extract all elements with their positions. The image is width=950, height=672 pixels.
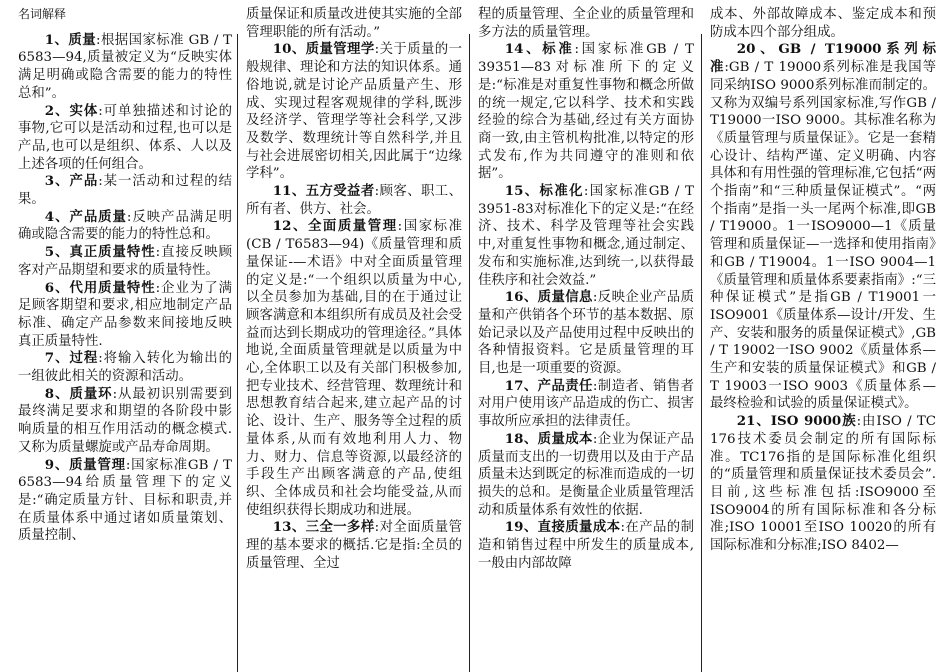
definition-paragraph — [246, 218, 462, 519]
definition-paragraph — [18, 457, 232, 546]
definition-body: :国家标准(CB / T6583—94)《质量管理和质量保证-—术语》中对全面质量管理的定义是:“一个组织以质量为中心,以全员参加为基础,目的在于通过让顾客满意和本组织所有成员及社会受益而达到长期成功的管理途径。”具体地说,全面质量管理就是以质量为中心,全体职工以及有关部门积极参加,把专业技术、经营管理、数理统计和思想教育结合起来,建立起产品的讨论、设计、生产、服务等全过程的质量体系,从而有效地利用人力、物力、财力、信息等资源,以最经济的手段生产出顾客满意的产品,使组织、全体成员和社会均能受益,从而使组织获得长期成功和进展。 — [246, 219, 462, 518]
definition-paragraph — [478, 41, 694, 183]
definition-body: :关于质量的一般规律、理论和方法的知识体系。通俗地说,就是讨论产品质量产生、形成、实现过程客观规律的学科,既涉及经济学、管理学等社会科学,又涉及数学、数理统计等自然科学,并且与社会进展密切相关,因此属于“边缘学科”。 — [246, 42, 462, 182]
definition-body: 成本、外部故障成本、鉴定成本和预防成本四个部分组成。 — [710, 7, 936, 40]
definition-term: 5、真正质量特性 — [44, 244, 156, 261]
definition-term: 21、ISO 9000族 — [736, 413, 857, 430]
definition-paragraph — [478, 289, 694, 378]
definition-body: :国家标准GB / T 6583—94给质量管理下的定义是:“确定质量方针、目标和职责,并在质量体系中通过诸如质量策划、质量控制、 — [18, 457, 232, 544]
definition-paragraph — [246, 519, 462, 572]
definition-body: :反映产品满足明确或隐含需要的能力的特性总和。 — [18, 209, 232, 243]
definition-body: :对全面质量管理的基本要求的概括.它是指:全员的质量管理、全过 — [246, 520, 462, 571]
definition-term: 6、代用质量特性 — [44, 279, 156, 296]
definition-term: 8、质量环 — [44, 385, 113, 402]
definition-paragraph — [478, 378, 694, 431]
definition-body: :可单独描述和讨论的事物,它可以是活动和过程,也可以是产品,也可以是组织、体系、人以及上述各项的任何组合。 — [18, 103, 232, 172]
definition-body: :GB / T 19000系列标准是我国等同采纳ISO 9000系列标准而制定的。又称为双编号系列国家标准,写作GB / T19000一ISO 9000。其标准名称为《质量管理与质量保证》。它是一套精心设计、结构严谨、定义明确、内容具体和有用性强的管理标准,它包括“两个指南”和“三种质量保证模式”。“两个指南”是指一头一尾两个标准,即GB / T19000。1一ISO9000—1《质量管理和质量保证—一选择和使用指南》和GB / T19004。1一ISO 9004—1《质量管理和质量体系要素指南》:“三种保证模式”是指GB / T19001一ISO9001《质量体系—设计/开发、生产、安装和服务的质量保证模式》,GB / T 19002一ISO 9002《质量体系—生产和安装的质量保证模式》和GB / T 19003一ISO 9003《质量体系—最终检验和试验的质量保证模式》。 — [710, 60, 936, 412]
definition-body: :企业为保证产品质量而支出的一切费用以及由于产品质量未达到既定的标准而造成的一切损失的总和。是衡量企业质量管理活动和质量体系有效性的依据. — [478, 431, 694, 518]
definition-paragraph — [478, 6, 694, 41]
section-title: 名词解释 — [18, 7, 67, 21]
definition-paragraph — [18, 386, 232, 457]
definition-paragraph — [478, 519, 694, 572]
definition-term: 3、产品 — [44, 173, 99, 190]
definition-paragraph — [18, 244, 232, 279]
definition-body: :由ISO / TC 176技术委员会制定的所有国际标准。TC176指的是国际标准化组织的“质量管理和质量保证技术委员会”.目前,这些标准包括:ISO9000至ISO9004的所有国际标准和各分标准;ISO 10001至ISO 10020的所有国际标准和分标准;ISO 8402— — [710, 414, 936, 554]
definition-term: 9、质量管理 — [44, 456, 126, 473]
definition-term: 1、质量 — [44, 31, 97, 48]
definition-term: 15、标准化 — [504, 183, 584, 200]
definition-paragraph — [710, 413, 936, 555]
definition-body: :某一活动和过程的结果。 — [18, 174, 232, 208]
definition-paragraph — [18, 173, 232, 208]
definition-paragraph — [18, 209, 232, 244]
text-column-2 — [246, 6, 462, 668]
text-column-4 — [710, 6, 936, 668]
definition-paragraph — [478, 431, 694, 520]
definition-paragraph — [710, 6, 936, 41]
definition-paragraph — [18, 280, 232, 351]
definition-paragraph — [710, 41, 936, 413]
definition-term: 17、产品责任 — [504, 377, 593, 394]
definition-paragraph — [246, 6, 462, 41]
definition-term: 18、质量成本 — [504, 430, 593, 447]
definition-body: :企业为了满足顾客期望和要求,相应地制定产品标准、确定产品参数来间接地反映真正质量特性. — [18, 280, 232, 349]
column-divider — [469, 34, 470, 672]
definition-body: 程的质量管理、全企业的质量管理和多方法的质量管理。 — [478, 7, 694, 40]
definition-term: 19、直接质量成本 — [504, 519, 621, 536]
definition-body: :反映企业产品质量和产供销各个环节的基本数据、原始记录以及产品使用过程中反映出的各种情报资料。它是质量管理的耳目,也是一项重要的资源。 — [478, 290, 694, 377]
definition-term: 13、三全一多样 — [272, 519, 375, 536]
definition-term: 16、质量信息 — [504, 289, 593, 306]
definition-paragraph — [18, 32, 232, 103]
definition-body: :从最初识别需要到最终满足要求和期望的各阶段中影响质量的相互作用活动的概念模式.又称为质量螺旋或产品寿命周期。 — [18, 386, 232, 455]
definition-body: :国家标准GB / T 3951-83对标准化下的定义是:“在经济、技术、科学及管理等社会实践中,对重复性事物和概念,通过制定、发布和实施标准,达到统一,以获得最佳秩序和社会效益.” — [478, 184, 694, 288]
definition-body: :顾客、职工、所有者、供方、社会。 — [246, 184, 462, 217]
definition-body: :在产品的制造和销售过程中所发生的质量成本,一般由内部故障 — [478, 520, 694, 571]
definition-paragraph — [18, 103, 232, 174]
definition-term: 10、质量管理学 — [272, 41, 375, 58]
definition-term: 14、标准 — [504, 41, 575, 58]
definition-term: 7、过程 — [44, 350, 99, 367]
definition-body: :直接反映顾客对产品期望和要求的质量特性。 — [18, 245, 232, 278]
definition-term: 20、GB / T19000系列标准 — [710, 41, 936, 76]
definition-body: :国家标准GB / T 39351—83对标准所下的定义是:“标准是对重复性事物和概念所做的统一规定,它以科学、技术和实践经验的综合为基础,经过有关方面协商一致,由主管机构批准,以特定的形式发布,作为共同遵守的准则和依据”。 — [478, 42, 694, 182]
definition-body: :将输入转化为输出的一组彼此相关的资源和活动。 — [18, 351, 232, 385]
text-column-3 — [478, 6, 694, 668]
definition-paragraph — [246, 183, 462, 218]
column-divider — [237, 34, 238, 672]
definition-paragraph — [246, 41, 462, 183]
definition-paragraph — [478, 183, 694, 289]
definition-body: :根据国家标准 GB / T 6583—94,质量被定义为“反映实体满足明确或隐含需要的能力的特性总和”。 — [18, 32, 232, 101]
definition-body: :制造者、销售者对用户使用该产品造成的伤亡、损害事故所应承担的法律责任。 — [478, 378, 694, 430]
text-column-1 — [18, 6, 232, 668]
definition-term: 2、实体 — [44, 102, 99, 119]
column-divider — [701, 34, 702, 672]
definition-body: 质量保证和质量改进使其实施的全部管理职能的所有活动。” — [246, 7, 462, 40]
definition-paragraph — [18, 350, 232, 385]
definition-term: 4、产品质量 — [44, 208, 127, 225]
definition-term: 12、全面质量管理 — [272, 218, 398, 235]
definition-term: 11、五方受益者 — [272, 183, 375, 200]
